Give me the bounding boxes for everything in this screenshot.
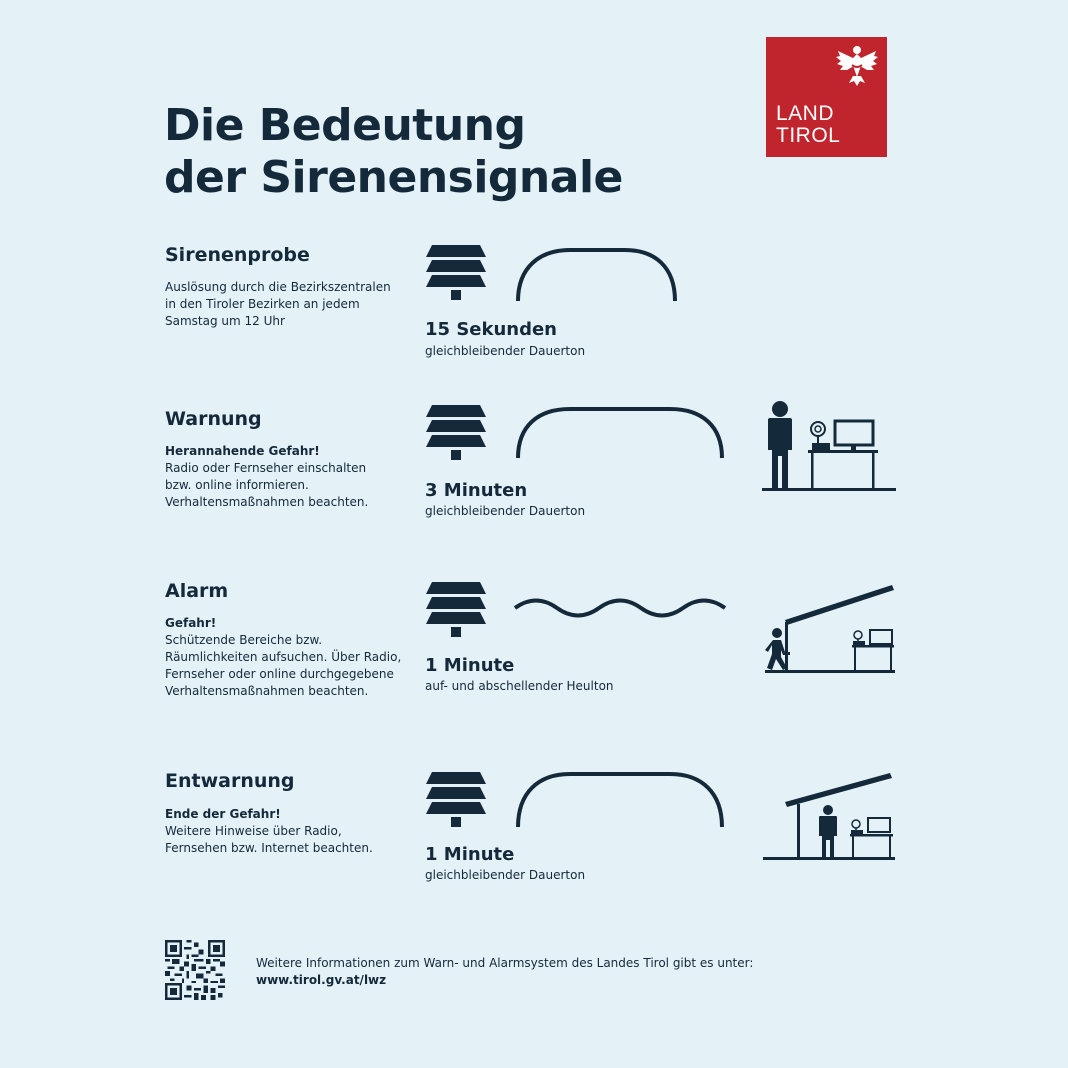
siren-icon [425,772,487,828]
siren-icon [425,582,487,638]
land-tirol-logo [766,37,887,157]
page-title [164,100,623,204]
logo-text-line-1: LAND [776,102,835,125]
description-bold-line: Gefahr! [165,616,217,630]
siren-icon [425,245,487,301]
title-line-1: Die Bedeutung [164,100,526,151]
description-line: Samstag um 12 Uhr [165,314,285,328]
description-bold-line: Ende der Gefahr! [165,807,281,821]
description-line: Verhaltensmaßnahmen beachten. [165,495,369,509]
duration-warnung: 3 Minuten [425,480,528,501]
duration-alarm: 1 Minute [425,655,515,676]
section-description-sirenenprobe [165,279,391,330]
tone-type-alarm: auf- und abschellender Heulton [425,679,614,693]
description-line: Verhaltensmaßnahmen beachten. [165,684,369,698]
section-title-alarm: Alarm [165,580,229,602]
title-line-2: der Sirenensignale [164,152,623,203]
tone-type-sirenenprobe: gleichbleibender Dauerton [425,344,586,358]
siren-icon [425,405,487,461]
duration-entwarnung: 1 Minute [425,844,515,865]
tone-type-warnung: gleichbleibender Dauerton [425,504,586,518]
section-description-warnung [165,443,368,511]
description-line: Weitere Hinweise über Radio, [165,824,342,838]
logo-text-line-2: TIROL [776,124,841,147]
person-radio-tv-icon [760,400,900,495]
tone-type-entwarnung: gleichbleibender Dauerton [425,868,586,882]
footer-info [256,955,753,989]
footer-url-link[interactable]: www.tirol.gv.at/lwz [256,973,387,987]
tone-wave-icon [510,595,730,625]
tone-curve-icon [510,240,685,305]
house-person-standing-icon [760,770,900,865]
description-line: Fernseher oder online durchgegebene [165,667,394,681]
tirol-eagle-icon [834,43,880,89]
description-line: in den Tiroler Bezirken an jedem [165,297,360,311]
section-title-sirenenprobe: Sirenenprobe [165,244,310,266]
description-line: Auslösung durch die Bezirkszentralen [165,280,391,294]
duration-sirenenprobe: 15 Sekunden [425,319,557,340]
section-description-alarm [165,615,401,700]
description-line: Fernsehen bzw. Internet beachten. [165,841,373,855]
description-bold-line: Herannahende Gefahr! [165,444,320,458]
tone-curve-icon [510,765,730,830]
section-title-warnung: Warnung [165,408,262,430]
section-description-entwarnung [165,806,373,857]
description-line: bzw. online informieren. [165,478,309,492]
qr-code-icon[interactable] [165,940,225,1000]
tone-curve-icon [510,400,730,465]
logo-text [776,103,840,147]
description-line: Räumlichkeiten aufsuchen. Über Radio, [165,650,402,664]
house-person-running-icon [760,582,900,677]
section-title-entwarnung: Entwarnung [165,770,295,792]
footer-text: Weitere Informationen zum Warn- und Alarmsystem des Landes Tirol gibt es unter: [256,956,754,970]
description-line: Schützende Bereiche bzw. [165,633,323,647]
description-line: Radio oder Fernseher einschalten [165,461,367,475]
